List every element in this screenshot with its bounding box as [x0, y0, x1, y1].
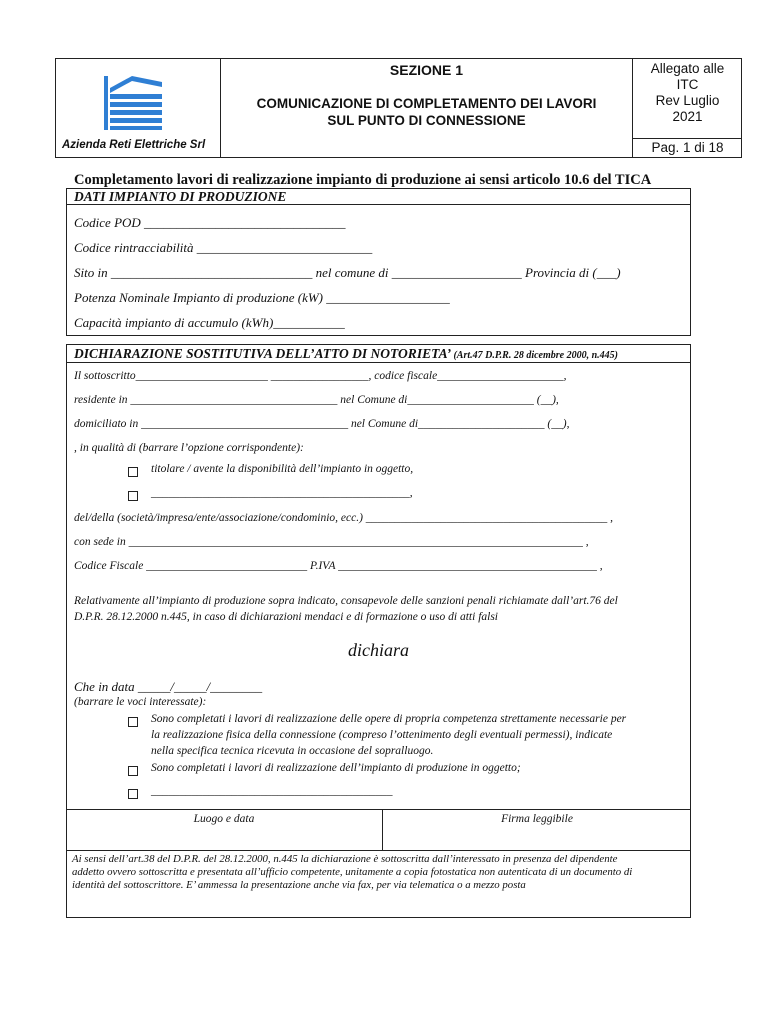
item-other[interactable]: [128, 785, 138, 803]
main-title: Completamento lavori di realizzazione impianto di produzione ai sensi articolo 10.6 del TICA: [74, 172, 652, 188]
item-other-field[interactable]: __________________________________________: [151, 785, 393, 797]
footnote-line-3: identità del sottoscrittore. E’ ammessa la presentazione anche via fax, per via telematica o a mezzo posta: [72, 879, 526, 891]
footnote-line-1: Ai sensi dell’art.38 del D.P.R. del 28.12.2000, n.445 la dichiarazione è sottoscritta dall’interessato in presenza del dipendente: [72, 853, 618, 865]
company-logo: [100, 74, 164, 134]
declaration-reference: (Art.47 D.P.R. 28 dicembre 2000, n.445): [453, 350, 618, 361]
storage-capacity-field[interactable]: Capacità impianto di accumulo (kWh)___________: [74, 315, 345, 330]
option-owner[interactable]: [128, 463, 138, 481]
awareness-line-2: D.P.R. 28.12.2000 n.445, in caso di dichiarazioni mendaci e di formazione o uso di atti falsi: [74, 611, 499, 623]
pod-field[interactable]: Codice POD _______________________________: [74, 215, 346, 230]
awareness-line-1: Relativamente all’impianto di produzione sopra indicato, consapevole delle sanzioni penali richiamate dall’art.76 del: [74, 595, 618, 607]
item-plant-works[interactable]: [128, 762, 138, 780]
item-connection-works-line1: Sono completati i lavori di realizzazione delle opere di propria competenza strettamente necessarie per: [151, 713, 627, 725]
plant-data-box: [66, 188, 691, 336]
item-plant-works-label: Sono completati i lavori di realizzazione dell’impianto di produzione in oggetto;: [151, 762, 521, 774]
residence-field[interactable]: residente in ____________________________________ nel Comune di______________________ (__),: [74, 394, 559, 406]
option-other[interactable]: [128, 487, 138, 505]
revision-label-1: Rev Luglio: [655, 93, 720, 108]
declaration-heading: [74, 346, 618, 362]
capacity-label: , in qualità di (barrare l’opzione corrispondente):: [74, 442, 304, 454]
checkbox-plant-works[interactable]: [128, 766, 138, 776]
place-date-input[interactable]: [67, 828, 381, 849]
annex-label-2: ITC: [676, 77, 699, 92]
place-date-label: Luogo e data: [193, 813, 255, 825]
declares-heading: dichiara: [348, 640, 409, 660]
tick-note: (barrare le voci interessate):: [74, 696, 207, 708]
checkbox-owner[interactable]: [128, 467, 138, 477]
domicile-field[interactable]: domiciliato in ____________________________________ nel Comune di______________________ (__),: [74, 418, 570, 430]
doc-title-line1: COMUNICAZIONE DI COMPLETAMENTO DEI LAVORI: [256, 96, 597, 111]
item-connection-works-line3: nella specifica tecnica ricevuta in occasione del sopralluogo.: [151, 745, 434, 757]
option-other-field[interactable]: _____________________________________________,: [151, 487, 413, 499]
tax-vat-field[interactable]: Codice Fiscale ____________________________ P.IVA _____________________________________________ ,: [74, 560, 603, 572]
doc-title-line2: SUL PUNTO DI CONNESSIONE: [327, 113, 526, 128]
item-connection-works[interactable]: [128, 713, 138, 731]
page-number: Pag. 1 di 18: [651, 140, 724, 155]
checkbox-connection-works[interactable]: [128, 717, 138, 727]
signature-input[interactable]: [383, 828, 690, 849]
option-owner-label: titolare / avente la disponibilità dell’impianto in oggetto,: [151, 463, 414, 475]
signee-field[interactable]: Il sottoscritto_______________________ _________________, codice fiscale______________________,: [74, 370, 567, 382]
tracking-code-field[interactable]: Codice rintracciabilità ___________________________: [74, 240, 373, 255]
company-field[interactable]: del/della (società/impresa/ente/associazione/condominio, ecc.) __________________________________________ ,: [74, 512, 614, 524]
revision-label-2: 2021: [672, 109, 703, 124]
nominal-power-field[interactable]: Potenza Nominale Impianto di produzione (kW) ___________________: [74, 290, 450, 305]
completion-date-field[interactable]: Che in data _____/_____/________: [74, 679, 263, 694]
signature-label: Firma leggibile: [501, 813, 573, 825]
checkbox-other[interactable]: [128, 491, 138, 501]
registered-seat-field[interactable]: con sede in _______________________________________________________________________________ ,: [74, 536, 589, 548]
declaration-title: DICHIARAZIONE SOSTITUTIVA DELL’ATTO DI NOTORIETA’: [74, 346, 451, 361]
annex-label-1: Allegato alle: [650, 61, 725, 76]
footnote-line-2: addetto ovvero sottoscritta e presentata all’ufficio competente, unitamente a copia fotostatica non autenticata di un documento di: [72, 866, 633, 878]
site-field[interactable]: Sito in _______________________________ nel comune di ____________________ Provincia di (___): [74, 265, 621, 280]
plant-data-heading: DATI IMPIANTO DI PRODUZIONE: [74, 189, 287, 204]
section-label: SEZIONE 1: [389, 62, 464, 78]
checkbox-item-other[interactable]: [128, 789, 138, 799]
company-name: Azienda Reti Elettriche Srl: [62, 139, 206, 151]
item-connection-works-line2: la realizzazione fisica della connessione (compreso l’ottenimento degli eventuali permessi), indicate: [151, 729, 613, 741]
